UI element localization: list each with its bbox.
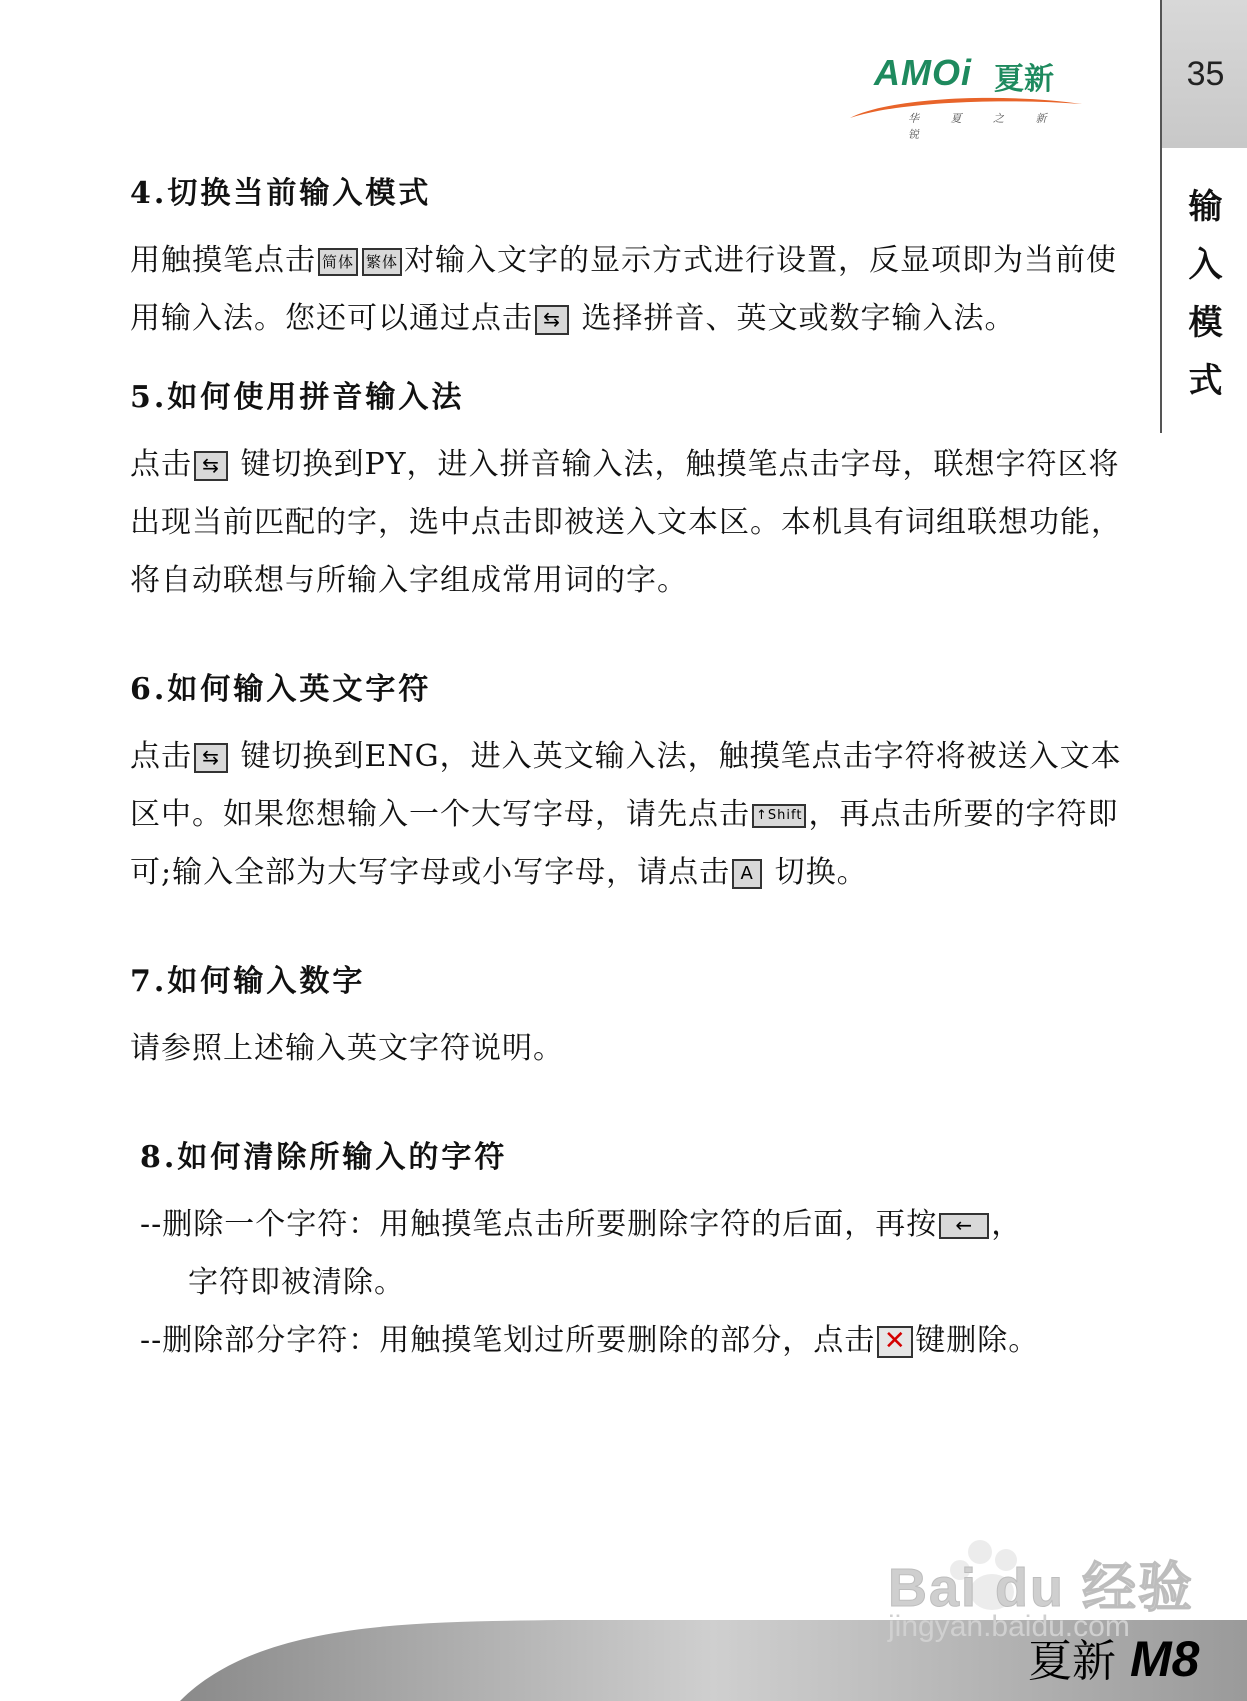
manual-content <box>130 170 1130 1370</box>
text: 对输入文字的显示方式进行设置，反显项即为当前使用输入法。您还可以通过点击 <box>130 243 1118 336</box>
chapter-char: 入 <box>1188 245 1223 285</box>
input-switch-icon: ⇆ <box>194 743 228 773</box>
text: 键切换到PY，进入拼音输入法，触摸笔点击字母，联想字符区将出现当前匹配的字，选中点击即被送入文本区。本机具有词组联想功能，将自动联想与所输入字组成常用词的字。 <box>130 447 1122 598</box>
section-body-7: 请参照上述输入英文字符说明。 <box>130 1031 564 1066</box>
traditional-chinese-key: 繁体 <box>362 248 402 276</box>
amoi-logo <box>848 52 1084 141</box>
text: 选择拼音、英文或数字输入法。 <box>571 301 1016 336</box>
text: 用触摸笔点击 <box>130 243 316 278</box>
watermark-brand: Bai du 经验 <box>888 1558 1195 1618</box>
page-number: 35 <box>1162 0 1247 148</box>
watermark-url: jingyan.baidu.com <box>888 1610 1130 1643</box>
section-body-5 <box>130 436 1130 610</box>
input-switch-icon: ⇆ <box>535 305 569 335</box>
footer-product <box>1028 1625 1199 1689</box>
text: 切换。 <box>764 855 868 890</box>
delete-one-char-item <box>130 1196 1130 1312</box>
section-body-6 <box>130 728 1130 902</box>
section-heading-4: 4.切换当前输入模式 <box>130 176 432 211</box>
text: ， <box>991 1207 1023 1242</box>
chapter-char: 式 <box>1188 361 1223 401</box>
text: 点击 <box>130 739 192 774</box>
text: 键删除。 <box>915 1323 1040 1358</box>
logo-cn: 夏新 <box>994 62 1054 97</box>
shift-key: ↑Shift <box>752 804 806 828</box>
text: 字符即被清除。 <box>188 1265 405 1300</box>
text: 键切换到ENG，进入英文输入法，触摸笔点击字符将被送入文本区中。如果您想输入一个大写字母，请先点击 <box>130 739 1122 832</box>
section-heading-5: 5.如何使用拼音输入法 <box>130 380 465 415</box>
delete-x-icon: ✕ <box>877 1326 913 1358</box>
chapter-sidebar <box>1160 0 1247 433</box>
text: 点击 <box>130 447 192 482</box>
section-heading-7: 7.如何输入数字 <box>130 964 366 999</box>
chapter-title <box>1162 178 1247 410</box>
text: --删除部分字符：用触摸笔划过所要删除的部分，点击 <box>140 1323 876 1358</box>
simplified-chinese-key: 简体 <box>318 248 358 276</box>
section-heading-8: 8.如何清除所输入的字符 <box>140 1140 508 1175</box>
footer-model: M8 <box>1130 1631 1200 1687</box>
input-switch-icon: ⇆ <box>194 451 228 481</box>
section-heading-6: 6.如何输入英文字符 <box>130 672 432 707</box>
text: --删除一个字符：用触摸笔点击所要删除字符的后面，再按 <box>140 1207 938 1242</box>
caps-lock-icon: A <box>732 859 762 889</box>
chapter-char: 模 <box>1188 303 1223 343</box>
text: ，再点击所要的字符即可;输入全部为大写字母或小写字母，请点击 <box>130 797 1119 890</box>
logo-brand: AMOi <box>874 52 972 93</box>
chapter-char: 输 <box>1188 187 1223 227</box>
footer-brand: 夏新 <box>1028 1636 1116 1687</box>
delete-part-item <box>130 1312 1130 1370</box>
logo-slogan: 华 夏 之 新 锐 <box>908 112 1061 141</box>
section-body-4 <box>130 232 1130 348</box>
backspace-icon: ← <box>939 1213 989 1239</box>
